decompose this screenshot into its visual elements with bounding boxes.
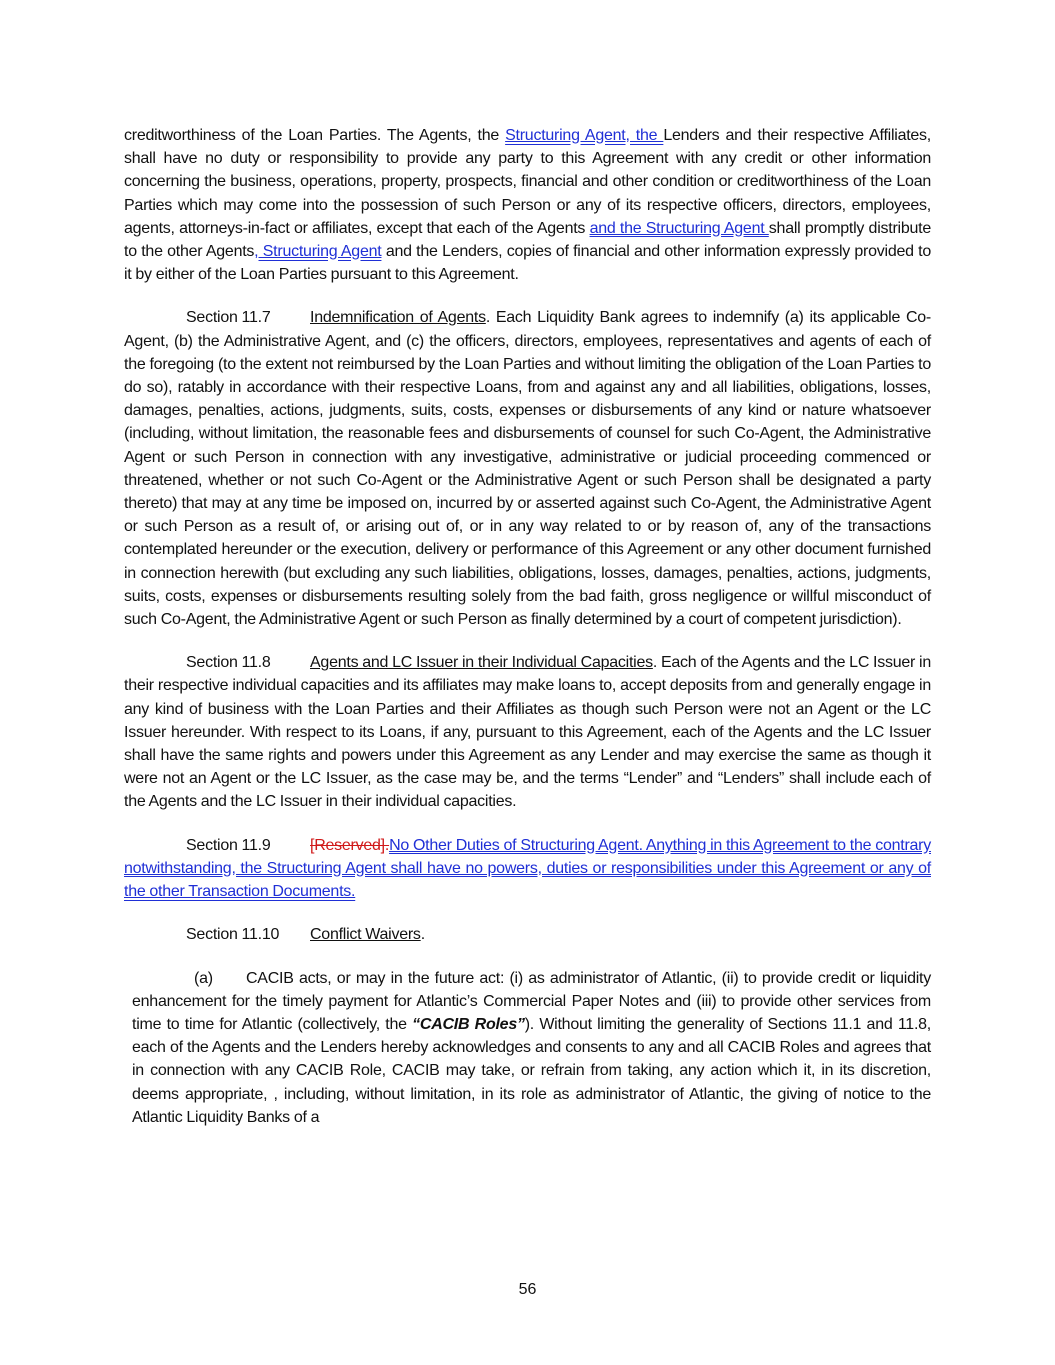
section-11-8 (124, 651, 931, 813)
inserted-text: No Other Duties of Structuring Agent. Anything in this Agreement to the contrary notwithstanding, the Structuring Agent shall have no powers, duties or responsibilities under this Agreement or any of the other Transaction Documents. (124, 836, 931, 901)
section-title: Agents and LC Issuer in their Individual Capacities (310, 654, 653, 672)
subsection-label: (a) (194, 969, 213, 987)
text-run: creditworthiness of the Loan Parties. The Agents, the (124, 127, 506, 144)
section-punctuation: . (420, 926, 425, 944)
text-run: CACIB acts, or may in the future act: (i) as administrator of Atlantic, (ii) to provide credit or liquidity enhancement for the timely payment for Atlantic’s Commercial Paper Notes and (iii) to provide other services from time to time for Atlantic (collectively, the (132, 969, 931, 1033)
section-11-9 (124, 834, 931, 904)
section-title: Indemnification of Agents (310, 309, 486, 327)
defined-term: “CACIB Roles” (412, 1015, 525, 1033)
section-body: . Each of the Agents and the LC Issuer in their respective individual capacities and its affiliates may make loans to, accept deposits from and generally engage in any kind of business with the Loan Parties and their Affiliates as though such Person were not an Agent or the LC Issuer hereunder. With respect to its Loans, if any, pursuant to this Agreement, each of the Agents and the LC Issuer shall have the same rights and powers under this Agreement as any Lender and may exercise the same as though it were not an Agent or the LC Issuer, as the case may be, and the terms “Lender” and “Lenders” shall include each of the Agents and the LC Issuer in their individual capacities. (124, 654, 931, 811)
inserted-text: and the Structuring Agent (589, 219, 769, 237)
paragraph-continuation (124, 124, 931, 286)
inserted-text: Structuring Agent, the (505, 127, 664, 144)
document-page (124, 124, 931, 1149)
inserted-text: , Structuring Agent (254, 243, 382, 261)
subsection-a (132, 967, 931, 1129)
section-number: Section 11.9 (186, 836, 271, 854)
page-number: 56 (518, 1281, 537, 1298)
text-run: and the Lenders, copies of financial and other information expressly provided to it by either of the Loan Parties pursuant to this Agreement. (124, 243, 932, 284)
section-title: Conflict Waivers (310, 926, 421, 944)
section-number: Section 11.7 (186, 309, 271, 327)
section-body: . Each Liquidity Bank agrees to indemnify (a) its applicable Co-Agent, (b) the Administrative Agent, and (c) the officers, directors, employees, representatives and agents of each of the foregoing (to the extent not reimbursed by the Loan Parties and without limiting the obligation of the Loan Parties to do so), ratably in accordance with their respective Loans, from and against any and all liabilities, obligations, losses, damages, penalties, actions, judgments, suits, costs, expenses or disbursements of any kind or nature whatsoever (including, without limitation, the reasonable fees and disbursements of counsel for such Co-Agent, the Administrative Agent or such Person in connection with any investigative, administrative or judicial proceeding commenced or threatened, whether or not such Co-Agent or the Administrative Agent or such Person shall be designated a party thereto) that may at any time be imposed on, incurred by or asserted against such Co-Agent, the Administrative Agent or such Person as a result of, or arising out of, or in any way related to or by reason of, any of the transactions contemplated hereunder or the execution, delivery or performance of this Agreement or any other document furnished in connection herewith (but excluding any such liabilities, obligations, losses, damages, penalties, actions, judgments, suits, costs, expenses or disbursements resulting solely from the bad faith, gross negligence or willful misconduct of such Co-Agent, the Administrative Agent or such Person as finally determined by a court of competent jurisdiction). (124, 309, 931, 629)
text-run: ). Without limiting the generality of Sections 11.1 and 11.8, each of the Agents and the Lenders hereby acknowledges and consents to any and all CACIB Roles and agrees that in connection with any CACIB Role, CACIB may take, or refrain from taking, any action which it, in its discretion, deems appropriate, , including, without limitation, in its role as administrator of Atlantic, the giving of notice to the Atlantic Liquidity Banks of a (132, 1015, 931, 1126)
text-run: shall promptly distribute to the other Agents (124, 219, 931, 261)
section-number: Section 11.8 (186, 654, 271, 672)
text-run: Lenders and their respective Affiliates, shall have no duty or responsibility to provide any party to this Agreement with any credit or other information concerning the business, operations, property, prospects, financial and other condition or creditworthiness of the Loan Parties which may come into the possession of such Person or any of its respective officers, directors, employees, agents, attorneys-in-fact or affiliates, except that each of the Agents (124, 127, 932, 237)
section-11-7 (124, 306, 931, 631)
section-number: Section 11.10 (186, 926, 280, 944)
section-11-10 (124, 923, 931, 946)
deleted-text: [Reserved]. (310, 836, 390, 854)
